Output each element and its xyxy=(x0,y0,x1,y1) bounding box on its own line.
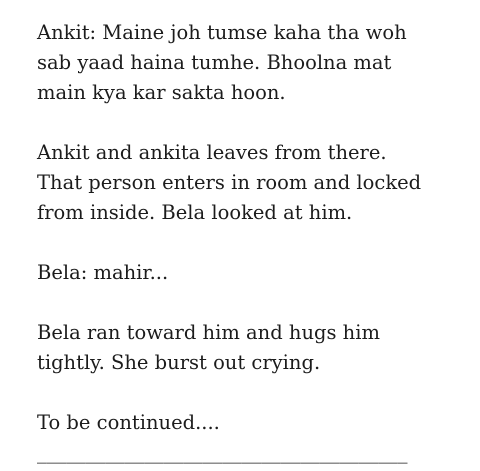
divider-underline: ______________________________________ xyxy=(37,441,408,464)
text-line: Ankit: Maine joh tumse kaha tha woh xyxy=(37,21,407,44)
paragraph-to-be-continued xyxy=(37,408,457,468)
paragraph-narration-hug xyxy=(37,318,457,378)
story-text-body xyxy=(37,18,457,468)
text-line: from inside. Bela looked at him. xyxy=(37,201,353,224)
text-line: sab yaad haina tumhe. Bhoolna mat xyxy=(37,51,392,74)
paragraph-bela-dialogue xyxy=(37,258,457,288)
text-line: main kya kar sakta hoon. xyxy=(37,81,286,104)
text-line: That person enters in room and locked xyxy=(37,171,422,194)
to-be-continued-text: To be continued.... xyxy=(37,411,220,434)
text-line: Ankit and ankita leaves from there. xyxy=(37,141,387,164)
text-line: Bela ran toward him and hugs him xyxy=(37,321,380,344)
text-line: Bela: mahir... xyxy=(37,261,169,284)
paragraph-narration-leave xyxy=(37,138,457,228)
paragraph-ankit-dialogue xyxy=(37,18,457,108)
text-line: tightly. She burst out crying. xyxy=(37,351,321,374)
